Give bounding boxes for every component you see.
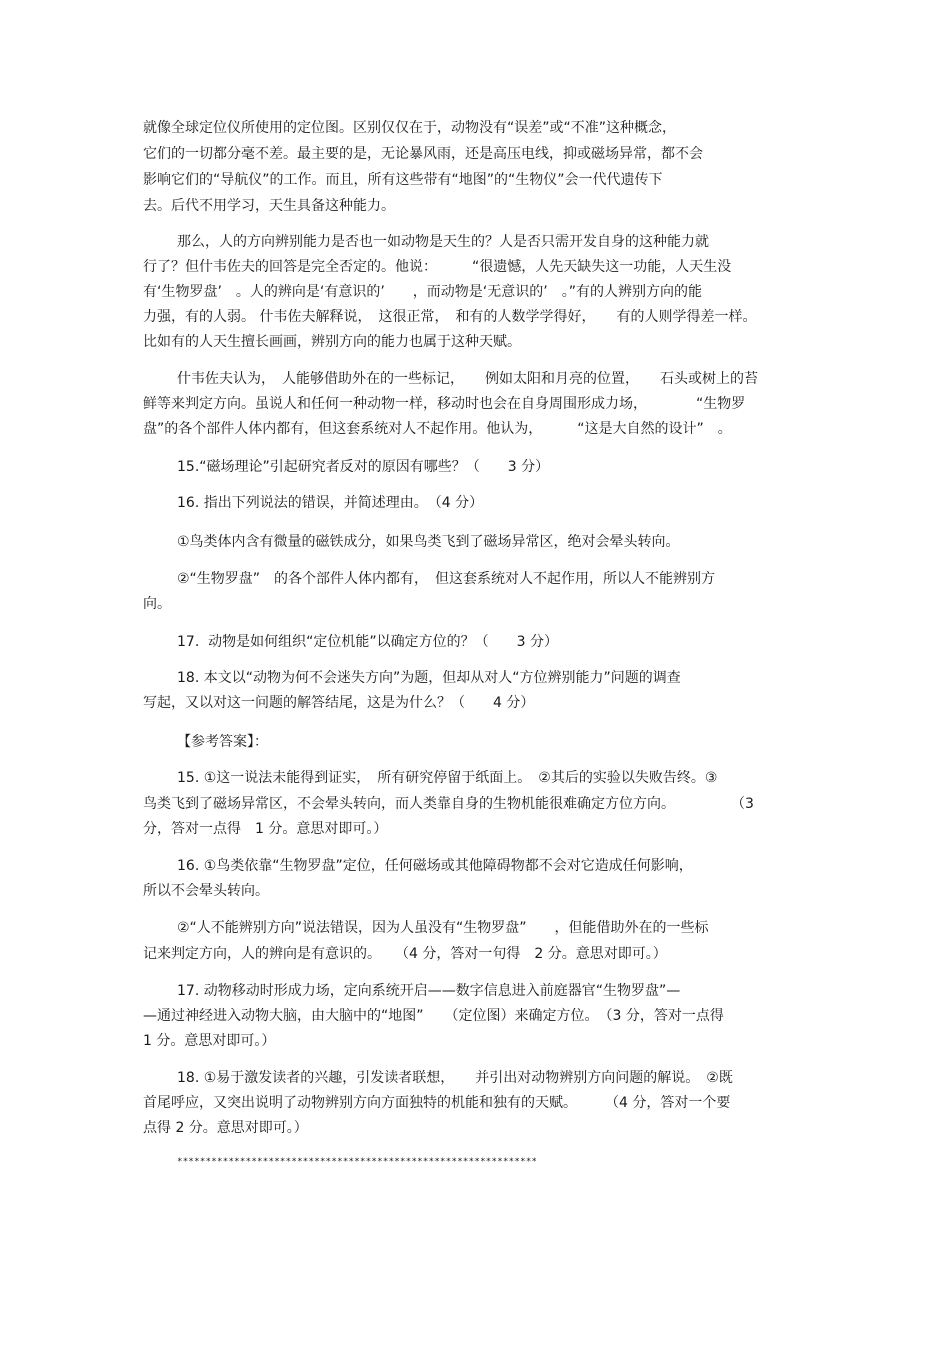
question-17: 17. 动物是如何组织“定位机能”以确定方位的？（ 3 分） [177,634,559,650]
answer-heading: 【参考答案】： [177,734,268,750]
answer-16-item-2: ②“人不能辨别方向”说法错误，因为人虽没有“生物罗盘” ，但能借助外在的一些标 [177,920,709,936]
answer-17-cont: —通过神经进入动物大脑，由大脑中的“地图” （定位图）来确定方位。 （3 分，答对一点得 [143,1008,724,1024]
question-16-item-1: ①鸟类体内含有微量的磁铁成分，如果鸟类飞到了磁场异常区，绝对会晕头转向。 [177,534,680,550]
text-line: 比如有的人天生擅长画画，辨别方向的能力也属于这种天赋。 [143,334,521,350]
text-line: 影响它们的“导航仪”的工作。而且，所有这些带有“地图”的“生物仪”会一代代遗传下 [143,172,663,188]
text-line: 鲜等来判定方向。虽说人和任何一种动物一样，移动时也会在自身周围形成力场， “生物罗 [143,396,746,412]
separator-line: *************************************************************** [177,1157,538,1167]
text-line: 就像全球定位仪所使用的定位图。区别仅仅在于，动物没有“误差”或“不准”这种概念， [143,120,677,136]
text-line: 什韦佐夫认为， 人能够借助外在的一些标记， 例如太阳和月亮的位置， 石头或树上的苔 [177,371,758,387]
question-16-item-2: ②“生物罗盘” 的各个部件人体内都有， 但这套系统对人不起作用，所以人不能辨别方 [177,571,716,587]
text-line: 有‘生物罗盘’ 。人的辨向是‘有意识的’ ，而动物是‘无意识的’ 。”有的人辨别方向的能 [143,284,702,300]
answer-15-cont: 分，答对一点得 1 分。意思对即可。） [143,821,388,837]
answer-18: 18. ①易于激发读者的兴趣，引发读者联想， 并引出对动物辨别方向问题的解说。 ②既 [177,1070,733,1086]
text-line: 去。后代不用学习，天生具备这种能力。 [143,198,395,214]
answer-15: 15. ①这一说法未能得到证实， 所有研究停留于纸面上。 ②其后的实验以失败告终。③ [177,770,718,786]
text-line: 力强，有的人弱。 什韦佐夫解释说， 这很正常， 和有的人数学学得好， 有的人则学得差一样。 [143,309,757,325]
text-line: 那么，人的方向辨别能力是否也一如动物是天生的？人是否只需开发自身的这种能力就 [177,234,709,250]
answer-16-item-2-cont: 记来判定方向，人的辨向是有意识的。 （4 分，答对一句得 2 分。意思对即可。） [143,946,667,962]
text-line: 盘”的各个部件人体内都有，但这套系统对人不起作用。他认为， “这是大自然的设计” 。 [143,421,732,437]
answer-17-cont: 1 分。意思对即可。） [143,1033,276,1049]
question-16: 16. 指出下列说法的错误，并简述理由。 （4 分） [177,495,484,511]
question-18-cont: 写起，又以对这一问题的解答结尾，这是为什么？（ 4 分） [143,695,535,711]
answer-16-cont: 所以不会晕头转向。 [143,883,269,899]
answer-18-cont: 点得 2 分。意思对即可。） [143,1120,308,1136]
answer-15-cont: 鸟类飞到了磁场异常区，不会晕头转向，而人类靠自身的生物机能很难确定方位方向。 （3 [143,796,754,812]
question-16-item-2-cont: 向。 [143,596,171,612]
answer-16: 16. ①鸟类依靠“生物罗盘”定位，任何磁场或其他障碍物都不会对它造成任何影响， [177,858,693,874]
answer-17: 17. 动物移动时形成力场，定向系统开启——数字信息进入前庭器官“生物罗盘”— [177,983,681,999]
answer-18-cont: 首尾呼应，又突出说明了动物辨别方向方面独特的机能和独有的天赋。 （4 分，答对一个要 [143,1095,731,1111]
question-15: 15.“磁场理论”引起研究者反对的原因有哪些？（ 3 分） [177,459,550,475]
text-line: 它们的一切都分毫不差。最主要的是，无论暴风雨，还是高压电线，抑或磁场异常，都不会 [143,146,703,162]
question-18: 18. 本文以“动物为何不会迷失方向”为题，但却从对人“方位辨别能力”问题的调查 [177,670,681,686]
text-line: 行了？但什韦佐夫的回答是完全否定的。他说： “很遗憾，人先天缺失这一功能，人天生没 [143,259,732,275]
